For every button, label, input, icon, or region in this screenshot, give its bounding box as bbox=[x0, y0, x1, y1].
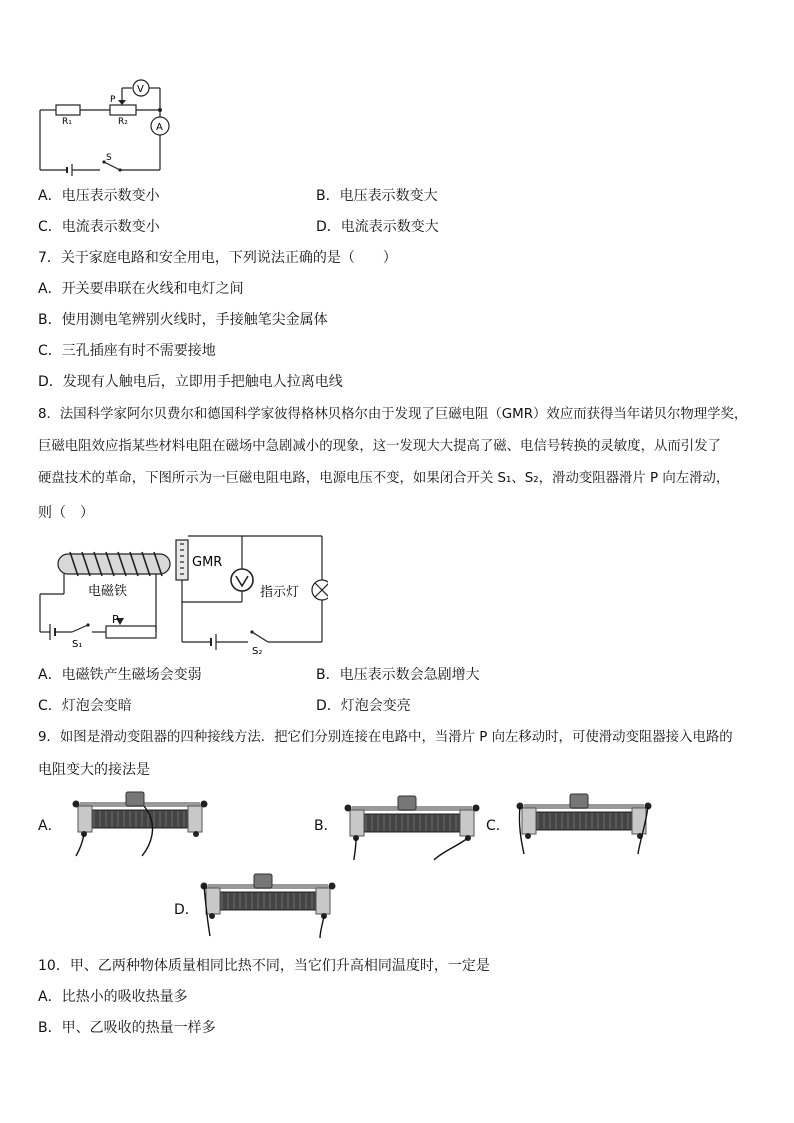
q8-option-b[interactable]: B．电压表示数会急剧增大 bbox=[316, 667, 480, 683]
rheostat-icon bbox=[345, 796, 480, 841]
q7-option-a[interactable]: A．开关要串联在火线和电灯之间 bbox=[38, 281, 244, 297]
q8-option-d[interactable]: D．灯泡会变亮 bbox=[316, 698, 411, 714]
q9-rheostat-b-image[interactable] bbox=[342, 790, 482, 862]
label-s2: S₂ bbox=[252, 646, 263, 656]
q8-stem-line-3: 硬盘技术的革命，下图所示为一巨磁电阻电路，电源电压不变，如果闭合开关 S₁、S₂，滑动变阻器滑片 P 向左滑动， bbox=[38, 471, 730, 486]
resistor-r1 bbox=[56, 105, 80, 115]
label-a: A bbox=[156, 122, 163, 133]
label-indicator: 指示灯 bbox=[260, 585, 300, 600]
resistor-r2 bbox=[110, 105, 136, 115]
label-s1: S₁ bbox=[72, 639, 83, 650]
q7-option-b[interactable]: B．使用测电笔辨别火线时，手接触笔尖金属体 bbox=[38, 312, 328, 328]
rheostat-icon bbox=[517, 794, 652, 839]
label-electromagnet: 电磁铁 bbox=[88, 584, 128, 599]
q9-rheostat-d-image[interactable] bbox=[198, 868, 338, 940]
label-s: S bbox=[106, 153, 112, 163]
q9-label-a[interactable]: A． bbox=[38, 818, 62, 834]
q10-stem: 10．甲、乙两种物体质量相同比热不同，当它们升高相同温度时，一定是 bbox=[38, 958, 490, 974]
q9-stem-line-2: 电阻变大的接法是 bbox=[38, 762, 150, 778]
q6-option-a[interactable]: A．电压表示数变小 bbox=[38, 188, 160, 204]
q9-label-b[interactable]: B． bbox=[314, 818, 338, 834]
q10-option-b[interactable]: B．甲、乙吸收的热量一样多 bbox=[38, 1020, 216, 1036]
q6-option-b[interactable]: B．电压表示数变大 bbox=[316, 188, 438, 204]
label-v: V bbox=[137, 84, 144, 95]
q9-label-d[interactable]: D． bbox=[174, 902, 199, 918]
indicator-lamp-symbol bbox=[312, 580, 328, 600]
label-r1: R₁ bbox=[62, 117, 72, 127]
label-gmr: GMR bbox=[192, 555, 223, 570]
q6-option-d[interactable]: D．电流表示数变大 bbox=[316, 219, 439, 235]
q6-option-c[interactable]: C．电流表示数变小 bbox=[38, 219, 160, 235]
rheostat-symbol bbox=[106, 626, 156, 638]
label-p: P bbox=[110, 95, 116, 105]
q8-stem-line-2: 巨磁电阻效应指某些材料电阻在磁场中急剧减小的现象，这一发现大大提高了磁、电信号转换的灵敏度，从而引发了 bbox=[38, 439, 721, 454]
q7-option-c[interactable]: C．三孔插座有时不需要接地 bbox=[38, 343, 216, 359]
q8-stem-line-4: 则（ ） bbox=[38, 505, 94, 521]
voltmeter-symbol bbox=[231, 569, 253, 591]
q9-stem-line-1: 9．如图是滑动变阻器的四种接线方法．把它们分别连接在电路中，当滑片 P 向左移动时，可使滑动变阻器接入电路的 bbox=[38, 730, 733, 745]
rheostat-icon bbox=[73, 792, 208, 837]
q8-option-a[interactable]: A．电磁铁产生磁场会变弱 bbox=[38, 667, 202, 683]
q10-option-a[interactable]: A．比热小的吸收热量多 bbox=[38, 989, 188, 1005]
q8-stem-line-1: 8．法国科学家阿尔贝费尔和德国科学家彼得格林贝格尔由于发现了巨磁电阻（GMR）效应而获得当年诺贝尔物理学奖， bbox=[38, 407, 748, 422]
q9-rheostat-c-image[interactable] bbox=[514, 788, 654, 860]
q9-rheostat-a-image[interactable] bbox=[70, 786, 210, 858]
label-p: P bbox=[112, 613, 119, 626]
q8-gmr-circuit-diagram bbox=[36, 532, 328, 656]
rheostat-icon bbox=[201, 874, 336, 919]
q7-stem: 7．关于家庭电路和安全用电，下列说法正确的是（ ） bbox=[38, 250, 397, 266]
q6-circuit-diagram bbox=[36, 76, 176, 176]
label-r2: R₂ bbox=[118, 117, 128, 127]
q7-option-d[interactable]: D．发现有人触电后，立即用手把触电人拉离电线 bbox=[38, 374, 343, 390]
q9-label-c[interactable]: C． bbox=[486, 818, 510, 834]
q8-option-c[interactable]: C．灯泡会变暗 bbox=[38, 698, 132, 714]
